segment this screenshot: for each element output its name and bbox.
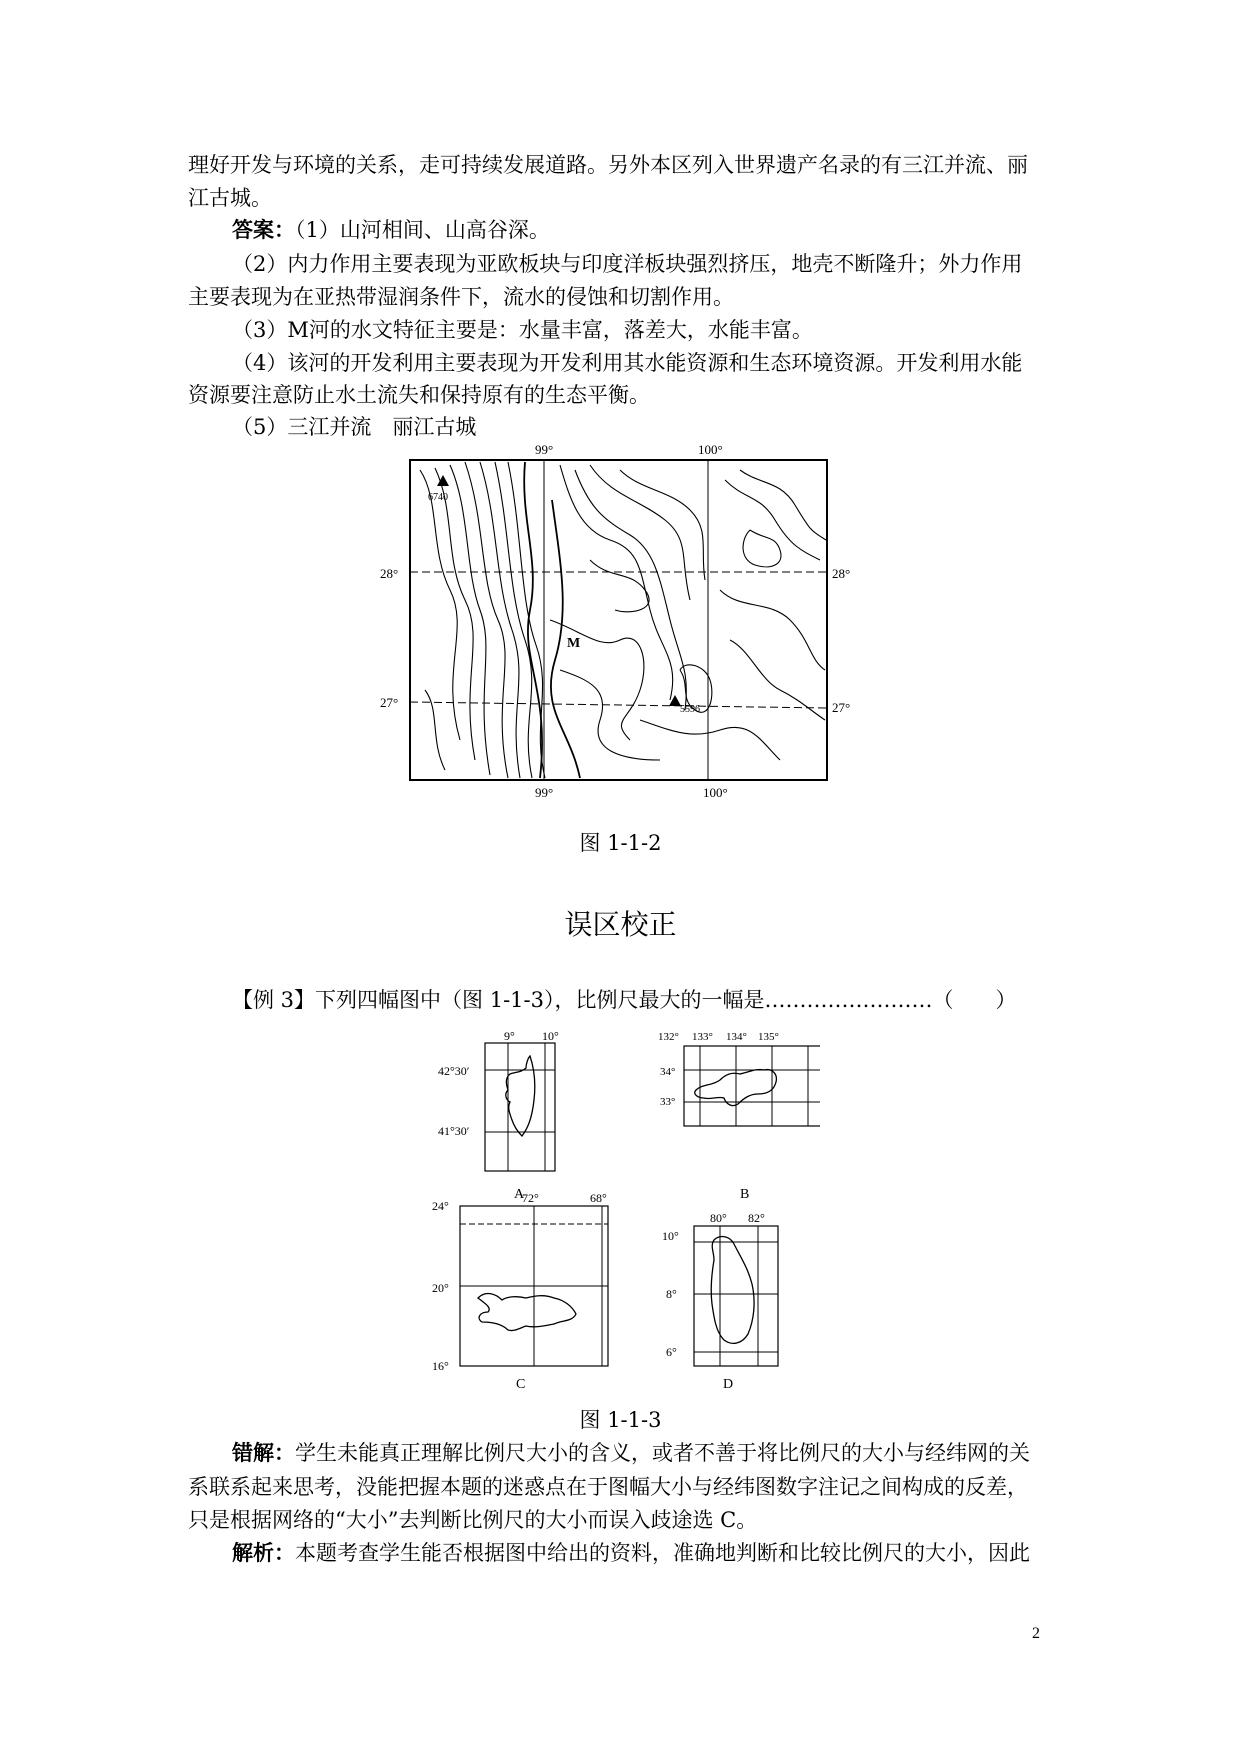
map-lat-label: 27°: [380, 695, 399, 710]
map-a-lat-label: 42°30′: [438, 1064, 470, 1078]
map-lon-label: 99°: [535, 442, 554, 457]
answer-line-1: [232, 215, 1102, 245]
map-lat-label: 27°: [832, 700, 851, 715]
mistake-line-1: [232, 1438, 1102, 1468]
page-number: 2: [1032, 1625, 1040, 1642]
river-m-label: M: [567, 636, 581, 651]
answer-line: （3）M河的水文特征主要是：水量丰富，落差大，水能丰富。: [232, 318, 813, 342]
map-a-lon-label: 9°: [504, 1029, 515, 1043]
map-d-lat-label: 10°: [662, 1229, 679, 1243]
mistake-label: 错解：: [232, 1440, 295, 1465]
map-b: [640, 1028, 820, 1208]
map-b-lon-label: 133°: [692, 1031, 713, 1043]
map-lon-label: 100°: [703, 785, 728, 800]
map-b-lat-label: 33°: [660, 1096, 676, 1108]
map-b-lon-label: 135°: [758, 1031, 779, 1043]
map-a-label: A: [514, 1187, 525, 1202]
map-d-lon-label: 80°: [710, 1211, 727, 1225]
map-b-lon-label: 134°: [726, 1031, 747, 1043]
map-c-lat-label: 20°: [432, 1281, 449, 1295]
map-c: [430, 1190, 630, 1390]
answer-line: （5）三江并流 丽江古城: [232, 415, 477, 439]
answer-text: （1）山河相间、山高谷深。: [295, 218, 550, 242]
map-frame: [410, 460, 827, 780]
map-c-label: C: [516, 1377, 526, 1390]
map-d-lat-label: 8°: [666, 1287, 677, 1301]
paragraph-line: 理好开发与环境的关系，走可持续发展道路。另外本区列入世界遗产名录的有三江并流、丽: [188, 153, 1028, 177]
map-b-lon-label: 132°: [658, 1031, 679, 1043]
analysis-text: 本题考查学生能否根据图中给出的资料，准确地判断和比较比例尺的大小，因此: [295, 1541, 1030, 1565]
answer-line: 主要表现为在亚热带湿润条件下，流水的侵蚀和切割作用。: [188, 285, 734, 309]
mistake-line: 只是根据网络的“大小”去判断比例尺的大小而误入歧途选 C。: [188, 1508, 758, 1532]
map-c-lon-label: 72°: [522, 1191, 539, 1205]
map-lon-label: 100°: [698, 442, 723, 457]
peak-elevation-label: 5596: [680, 704, 700, 715]
answer-label: 答案：: [232, 217, 295, 242]
map-c-lat-label: 24°: [432, 1199, 449, 1213]
analysis-line-1: [232, 1538, 1102, 1568]
map-d: [660, 1210, 800, 1390]
map-b-lat-label: 34°: [660, 1066, 676, 1078]
map-b-label: B: [740, 1187, 750, 1202]
example-question: [232, 985, 1102, 1015]
map-d-lon-label: 82°: [748, 1211, 765, 1225]
map-c-lat-label: 16°: [432, 1359, 449, 1373]
mistake-line: 系联系起来思考，没能把握本题的迷惑点在于图幅大小与经纬图数字注记之间构成的反差，: [188, 1475, 1028, 1499]
map-d-label: D: [723, 1377, 734, 1390]
paragraph-line: 江古城。: [188, 186, 272, 210]
topographic-map: [380, 440, 860, 820]
map-lat-label: 28°: [380, 566, 399, 581]
example-label: 【例 3】: [232, 988, 316, 1012]
map-c-lon-label: 68°: [590, 1191, 607, 1205]
map-a: [430, 1028, 610, 1208]
mistake-text: 学生未能真正理解比例尺大小的含义，或者不善于将比例尺的大小与经纬网的关: [295, 1441, 1030, 1465]
answer-line: （2）内力作用主要表现为亚欧板块与印度洋板块强烈挤压，地壳不断隆升；外力作用: [232, 252, 1023, 276]
map-lat-label: 28°: [832, 566, 851, 581]
peak-elevation-label: 6740: [428, 492, 448, 503]
answer-line: （4）该河的开发利用主要表现为开发利用其水能资源和生态环境资源。开发利用水能: [232, 351, 1023, 375]
figure-caption: 图 1-1-3: [579, 1408, 662, 1432]
example-text: 下列四幅图中（图 1-1-3），比例尺最大的一幅是……………………（ ）: [315, 988, 1017, 1012]
map-d-lat-label: 6°: [666, 1345, 677, 1359]
map-a-lat-label: 41°30′: [438, 1124, 470, 1138]
map-a-lon-label: 10°: [542, 1029, 559, 1043]
analysis-label: 解析：: [232, 1540, 295, 1565]
figure-caption: 图 1-1-2: [579, 831, 662, 855]
section-title: 误区校正: [564, 908, 677, 941]
answer-line: 资源要注意防止水土流失和保持原有的生态平衡。: [188, 383, 650, 407]
map-lon-label: 99°: [535, 785, 554, 800]
